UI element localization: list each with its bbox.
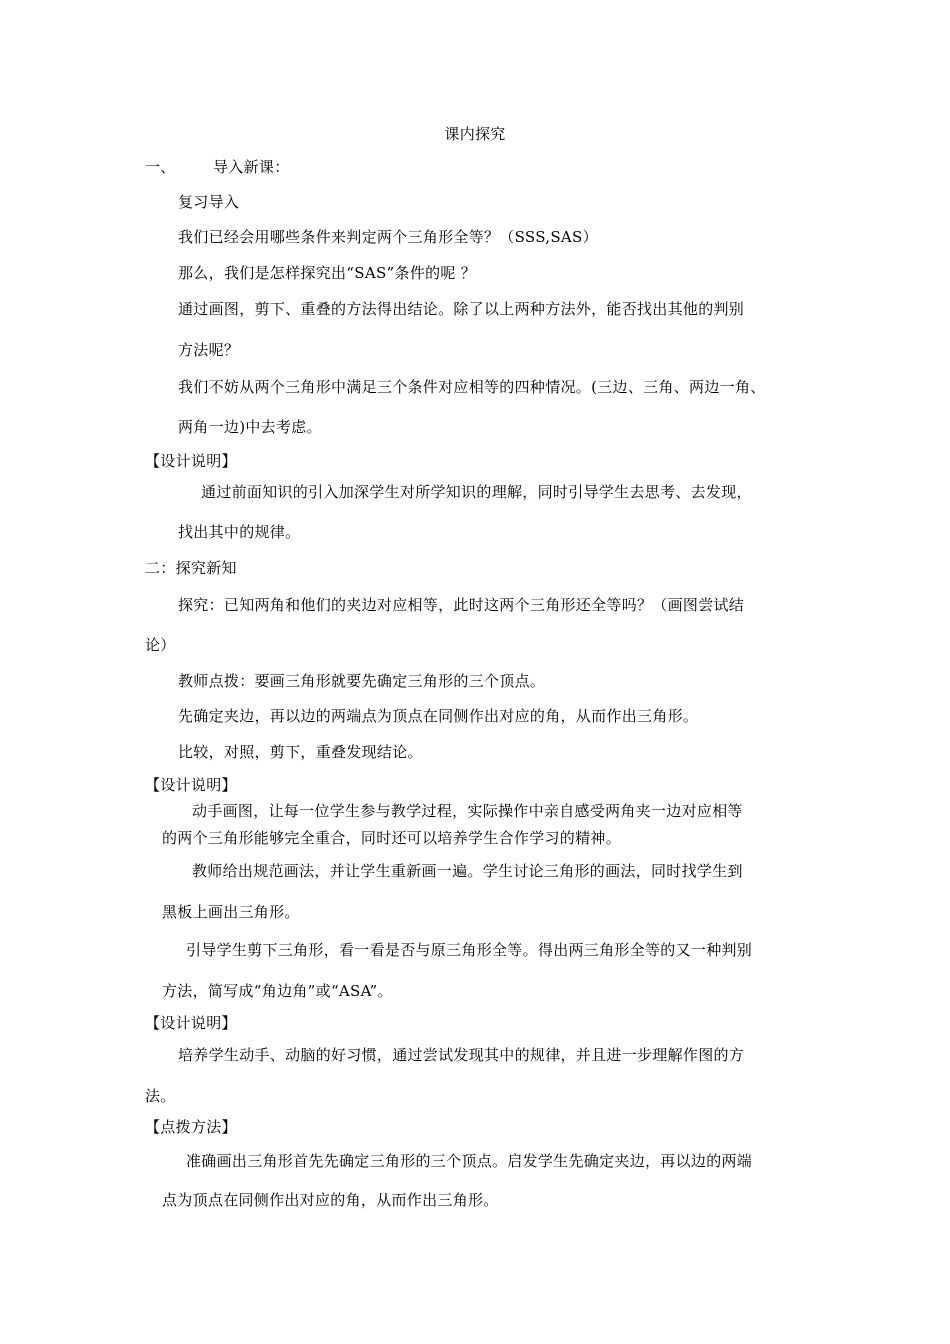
paragraph-line: 教师给出规范画法，并让学生重新画一遍。学生讨论三角形的画法，同时找学生到 (192, 862, 743, 880)
paragraph-line: 比较，对照，剪下，重叠发现结论。 (178, 743, 423, 761)
paragraph-line: 探究：已知两角和他们的夹边对应相等，此时这两个三角形还全等吗？（画图尝试结 (178, 596, 745, 614)
paragraph-line: 培养学生动手、动脑的好习惯，通过尝试发现其中的规律，并且进一步理解作图的方 (178, 1046, 745, 1064)
paragraph-line: 通过前面知识的引入加深学生对所学知识的理解，同时引导学生去思考、去发现， (201, 483, 752, 501)
paragraph-line: 两角一边)中去考虑。 (178, 418, 322, 436)
paragraph-line: 复习导入 (178, 193, 240, 211)
design-note-heading: 【设计说明】 (145, 776, 237, 794)
paragraph-line: 方法呢？ (178, 341, 240, 359)
paragraph-line: 黑板上画出三角形。 (162, 903, 300, 921)
page-title: 课内探究 (444, 125, 506, 143)
paragraph-line: 通过画图，剪下、重叠的方法得出结论。除了以上两种方法外，能否找出其他的判别 (178, 300, 745, 318)
paragraph-line: 那么，我们是怎样探究出“SAS”条件的呢 ？ (178, 264, 477, 282)
paragraph-line: 法。 (145, 1087, 176, 1105)
paragraph-line: 的两个三角形能够完全重合，同时还可以培养学生合作学习的精神。 (162, 829, 622, 847)
section-number-1: 一、 (145, 158, 176, 176)
section-heading-2: 二：探究新知 (145, 559, 237, 577)
paragraph-line: 动手画图，让每一位学生参与教学过程，实际操作中亲自感受两角夹一边对应相等 (192, 802, 743, 820)
paragraph-line: 方法，简写成“角边角”或“ASA”。 (162, 982, 393, 1000)
paragraph-line: 我们不妨从两个三角形中满足三个条件对应相等的四种情况。(三边、三角、两边一角、 (178, 378, 766, 396)
method-heading: 【点拨方法】 (145, 1118, 237, 1136)
paragraph-line: 论） (145, 636, 176, 654)
paragraph-line: 准确画出三角形首先先确定三角形的三个顶点。启发学生先确定夹边，再以边的两端 (186, 1152, 753, 1170)
paragraph-line: 我们已经会用哪些条件来判定两个三角形全等？（SSS,SAS） (178, 228, 598, 246)
paragraph-line: 先确定夹边，再以边的两端点为顶点在同侧作出对应的角，从而作出三角形。 (178, 707, 699, 725)
paragraph-line: 引导学生剪下三角形，看一看是否与原三角形全等。得出两三角形全等的又一种判别 (186, 941, 753, 959)
paragraph-line: 找出其中的规律。 (178, 523, 301, 541)
section-heading-1: 导入新课： (213, 158, 290, 176)
design-note-heading: 【设计说明】 (145, 1014, 237, 1032)
paragraph-line: 教师点拨：要画三角形就要先确定三角形的三个顶点。 (178, 672, 546, 690)
paragraph-line: 点为顶点在同侧作出对应的角，从而作出三角形。 (162, 1191, 499, 1209)
design-note-heading: 【设计说明】 (145, 452, 237, 470)
